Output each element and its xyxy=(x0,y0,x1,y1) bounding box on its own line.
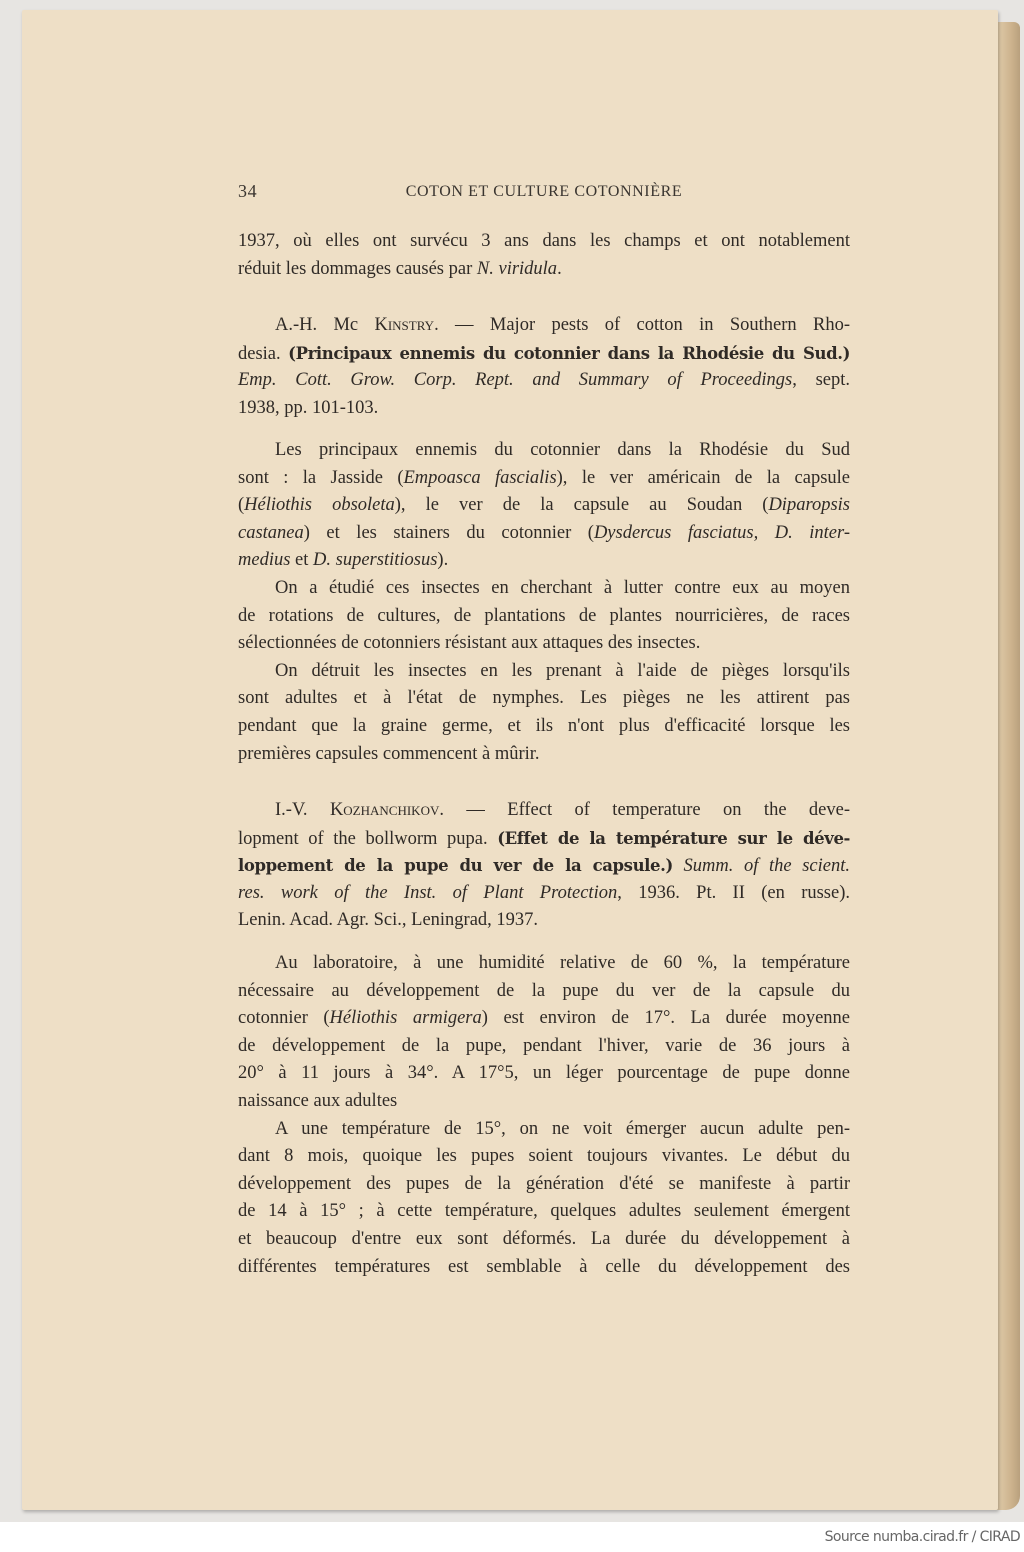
text-segment: N. viridula xyxy=(476,258,558,279)
text-line xyxy=(238,630,850,658)
text-segment: ) et les stainers du cotonnier ( xyxy=(303,522,594,543)
text-segment: medius xyxy=(238,550,291,571)
text-segment: Empoasca fascialis xyxy=(403,467,557,488)
text-line xyxy=(238,880,850,908)
text-line xyxy=(238,520,850,548)
text-segment: ) est environ de 17°. La durée moyenne xyxy=(481,1008,850,1029)
page-number: 34 xyxy=(238,181,258,201)
text-segment: . — Major pests of cotton in Southern Rho- xyxy=(434,315,850,335)
text-segment: A une température de 15°, on ne voit émerger aucun adulte pen- xyxy=(275,1118,850,1139)
text-segment: D. superstitiosus xyxy=(313,550,438,571)
paragraph-block xyxy=(238,228,850,283)
text-line xyxy=(238,685,850,713)
text-line xyxy=(238,797,850,825)
text-line xyxy=(238,367,850,395)
text-line xyxy=(238,1143,850,1171)
text-segment: . xyxy=(557,258,562,279)
text-segment: On détruit les insectes en les prenant à l'aide de pièges lorsqu'ils xyxy=(275,660,850,681)
text-segment: Emp. Cott. Grow. Corp. Rept. and Summary of Proceedings xyxy=(238,370,793,391)
text-segment: ( xyxy=(238,495,245,516)
paragraph-block xyxy=(238,797,850,935)
text-segment: Dysdercus fasciatus, D. inter- xyxy=(593,522,850,543)
text-line xyxy=(238,825,850,853)
text-line xyxy=(238,1226,850,1254)
paragraph-block xyxy=(238,950,850,1281)
text-segment: ), le ver de la capsule au Soudan ( xyxy=(394,495,769,516)
text-line xyxy=(238,437,850,465)
text-segment: développement des pupes de la génération d'été se manifeste à partir xyxy=(238,1173,850,1194)
text-line xyxy=(238,228,850,256)
text-line xyxy=(238,907,850,935)
text-segment: (Effet de la température sur le déve- xyxy=(497,828,850,848)
text-segment: premières capsules commencent à mûrir. xyxy=(238,743,540,764)
text-segment: sont : la Jasside ( xyxy=(238,467,404,488)
text-segment: res. work of the Inst. of Plant Protection xyxy=(238,882,618,903)
text-segment: nécessaire au développement de la pupe du ver de la capsule du xyxy=(238,980,850,1001)
text-segment: différentes températures est semblable à celle du développement des xyxy=(238,1256,850,1277)
text-segment: sont adultes et à l'état de nymphes. Les pièges ne les attirent pas xyxy=(238,688,850,709)
text-segment: de 14 à 15° ; à cette température, quelques adultes seulement émergent xyxy=(238,1201,850,1222)
page-header xyxy=(238,181,850,205)
text-line xyxy=(238,713,850,741)
text-line xyxy=(238,256,850,284)
text-line xyxy=(238,1005,850,1033)
text-line xyxy=(238,741,850,769)
text-segment: A.-H. Mc xyxy=(275,315,375,335)
source-credit: Source numba.cirad.fr / CIRAD xyxy=(824,1529,1020,1545)
text-line xyxy=(238,1171,850,1199)
text-segment: Lenin. Acad. Agr. Sci., Leningrad, 1937. xyxy=(238,910,539,931)
text-segment: loppement de la pupe du ver de la capsule.) xyxy=(238,856,673,876)
text-line xyxy=(238,575,850,603)
text-line xyxy=(238,1033,850,1061)
text-segment: et beaucoup d'entre eux sont déformés. La durée du développement à xyxy=(238,1228,850,1249)
text-line xyxy=(238,492,850,520)
text-segment: castanea xyxy=(238,522,304,543)
text-segment: sélectionnées de cotonniers résistant aux attaques des insectes. xyxy=(238,633,701,654)
text-line xyxy=(238,852,850,880)
text-line xyxy=(238,465,850,493)
text-line xyxy=(238,1060,850,1088)
text-line xyxy=(238,312,850,340)
text-line xyxy=(238,950,850,978)
text-segment: I.-V. xyxy=(275,800,330,820)
text-line xyxy=(238,603,850,631)
text-segment: , 1936. Pt. II (en russe). xyxy=(617,882,850,903)
text-segment: ), le ver américain de la capsule xyxy=(556,467,850,488)
text-segment: desia. xyxy=(238,343,289,364)
text-line xyxy=(238,1088,850,1116)
text-segment: de rotations de cultures, de plantations de plantes nourricières, de races xyxy=(238,605,850,626)
text-segment: 1937, où elles ont survécu 3 ans dans les champs et ont notablement xyxy=(238,231,850,251)
text-segment: 20° à 11 jours à 34°. A 17°5, un léger pourcentage de pupe donne xyxy=(238,1063,850,1084)
text-segment: naissance aux adultes xyxy=(238,1090,398,1111)
text-segment: , sept. xyxy=(792,370,850,391)
text-segment: lopment of the bollworm pupa. xyxy=(238,828,498,849)
text-segment: pendant que la graine germe, et ils n'ont plus d'efficacité lorsque les xyxy=(238,715,850,736)
text-segment: cotonnier ( xyxy=(238,1008,330,1029)
text-segment: . — Effect of temperature on the deve- xyxy=(439,800,850,820)
text-segment: Summ. of the scient. xyxy=(672,856,850,877)
text-segment: Diparopsis xyxy=(768,495,850,516)
paragraph-block xyxy=(238,312,850,422)
text-segment: et xyxy=(290,550,314,571)
text-line xyxy=(238,1116,850,1144)
text-line xyxy=(238,1198,850,1226)
text-line xyxy=(238,395,850,423)
text-line xyxy=(238,658,850,686)
text-line xyxy=(238,1254,850,1282)
text-segment: Kozhanchikov xyxy=(329,800,440,820)
paragraph-block xyxy=(238,437,850,768)
text-segment: Les principaux ennemis du cotonnier dans la Rhodésie du Sud xyxy=(275,440,850,460)
text-segment: Héliothis obsoleta xyxy=(244,495,395,516)
text-segment: réduit les dommages causés par xyxy=(238,258,477,279)
text-line xyxy=(238,547,850,575)
text-segment: ). xyxy=(437,550,449,571)
text-segment: On a étudié ces insectes en cherchant à lutter contre eux au moyen xyxy=(275,577,850,598)
text-segment: Au laboratoire, à une humidité relative de 60 %, la température xyxy=(275,953,850,973)
text-segment: dant 8 mois, quoique les pupes soient toujours vivantes. Le début du xyxy=(238,1146,850,1167)
text-segment: (Principaux ennemis du cotonnier dans la Rhodésie du Sud.) xyxy=(288,343,850,363)
text-segment: Kinstry xyxy=(374,315,435,335)
running-title: COTON ET CULTURE COTONNIÈRE xyxy=(405,183,683,200)
text-segment: 1938, pp. 101-103. xyxy=(238,397,379,418)
text-line xyxy=(238,340,850,368)
text-line xyxy=(238,978,850,1006)
text-segment: Héliothis armigera xyxy=(329,1008,482,1029)
text-segment: de développement de la pupe, pendant l'hiver, varie de 36 jours à xyxy=(238,1035,850,1056)
